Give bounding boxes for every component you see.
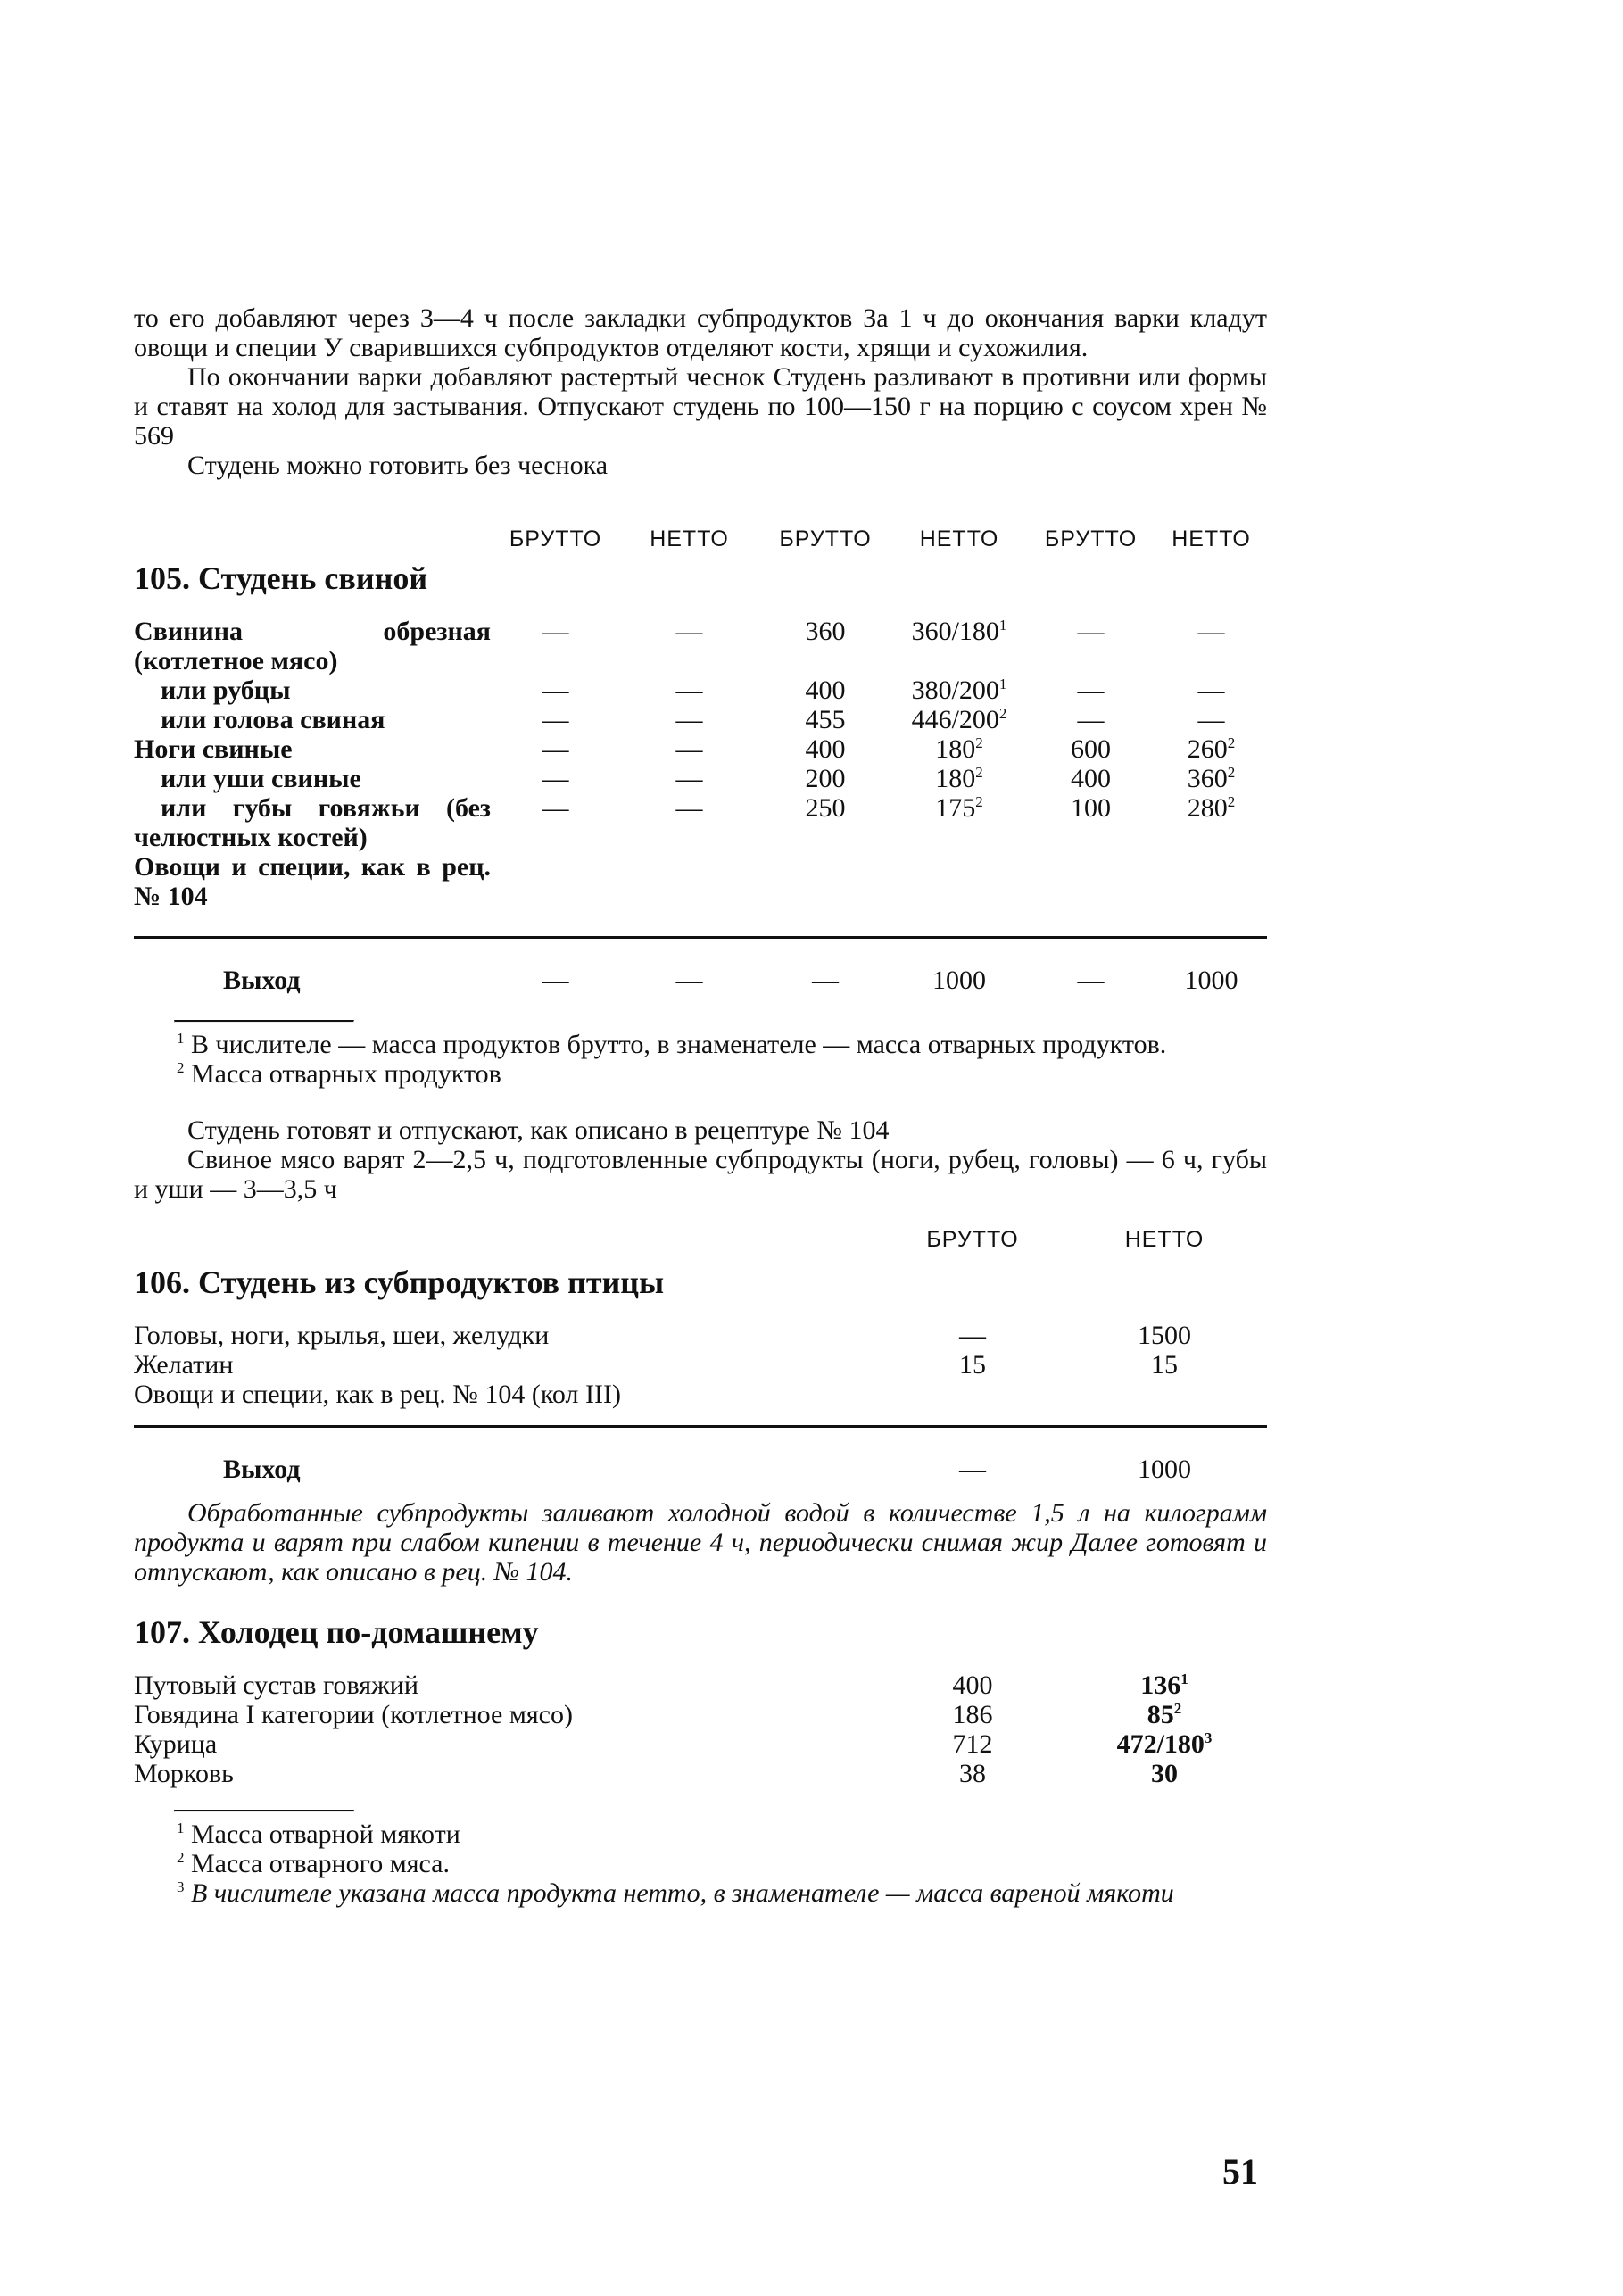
table-106-yield-row <box>134 1455 1267 1484</box>
cell-value: — <box>542 676 569 705</box>
footnote-107-2 <box>134 1849 1267 1878</box>
cell-value: — <box>1077 676 1105 705</box>
cell-value: 180 <box>935 764 976 793</box>
table-cell <box>1155 617 1267 646</box>
ingredient-name: Головы, ноги, крылья, шеи, желудки <box>134 1321 550 1350</box>
table-cell <box>620 617 758 646</box>
table-cell <box>620 705 758 734</box>
ingredient-name: Курица <box>134 1729 218 1759</box>
cell-value: — <box>675 705 703 734</box>
yield-cell: 1000 <box>1138 1455 1191 1484</box>
ingredient-name: Путовый сустав говяжий <box>134 1670 418 1700</box>
cell-value: 200 <box>805 764 846 793</box>
table-cell <box>1026 734 1155 764</box>
table-105-yield-row <box>134 966 1267 995</box>
table-cell <box>491 676 620 705</box>
footnote-mark: 1 <box>177 1030 185 1047</box>
column-header: НЕТТО <box>650 526 729 551</box>
ingredient-name: или рубцы <box>161 676 291 705</box>
table-cell <box>491 617 620 646</box>
yield-label: Выход <box>223 1455 301 1484</box>
cell-value: — <box>542 793 569 823</box>
cell-value: — <box>1197 617 1225 646</box>
table-cell <box>1062 1350 1267 1380</box>
cell-value: 400 <box>805 734 846 764</box>
table-cell <box>620 793 758 823</box>
page-content <box>134 303 1267 1908</box>
footnote-107-1 <box>134 1819 1267 1849</box>
footnote-text: Масса отварного мяса. <box>191 1849 450 1878</box>
footnote-mark: 2 <box>998 705 1007 722</box>
table-row <box>134 764 1267 793</box>
cell-value: — <box>1197 705 1225 734</box>
cell-value: 100 <box>1071 793 1111 823</box>
table-cell <box>620 734 758 764</box>
recipe-105-note-1: Студень готовят и отпускают, как описано в рецептуре № 104 <box>187 1115 890 1145</box>
cell-value: — <box>675 793 703 823</box>
footnote-mark: 1 <box>998 676 1007 692</box>
footnote-text: Масса отварных продуктов <box>191 1059 501 1089</box>
cell-value: 85 <box>1147 1700 1174 1729</box>
footnote-mark: 2 <box>177 1849 185 1866</box>
intro-paragraph-2: По окончании варки добавляют растертый чеснок Студень разливают в противни или формы и ставят на холод для застывания. Отпускают студень по 100—150 г на порцию с соусом хрен № 569 <box>134 362 1267 451</box>
cell-value: 1500 <box>1138 1321 1191 1350</box>
cell-value: 712 <box>952 1729 993 1759</box>
table-cell <box>1062 1759 1267 1788</box>
table-cell <box>758 793 892 823</box>
table-cell <box>1062 1321 1267 1350</box>
recipe-105 <box>134 525 1267 1204</box>
table-row <box>134 1759 1267 1788</box>
table-105-header <box>134 525 1267 554</box>
footnote-mark: 2 <box>177 1059 185 1076</box>
table-106-header <box>134 1225 1267 1255</box>
table-cell <box>1062 1729 1267 1759</box>
cell-value: — <box>1077 705 1105 734</box>
table-row <box>134 1729 1267 1759</box>
table-106-rule <box>134 1425 1267 1428</box>
table-row <box>134 1321 1267 1350</box>
table-cell <box>1062 1700 1267 1729</box>
recipe-105-note-2: Свиное мясо варят 2—2,5 ч, подготовленные субпродукты (ноги, рубец, головы) — 6 ч, губы и уши — 3—3,5 ч <box>134 1145 1267 1204</box>
table-cell <box>758 676 892 705</box>
footnote-text: В числителе указана масса продукта нетто, в знаменателе — масса вареной мякоти <box>191 1878 1174 1908</box>
recipe-107-title: 107. Холодец по-домашнему <box>134 1614 539 1650</box>
cell-value: — <box>675 617 703 646</box>
column-header: НЕТТО <box>919 526 999 551</box>
yield-cell: — <box>542 966 569 995</box>
table-row <box>134 852 1267 911</box>
column-header: БРУТТО <box>926 1227 1019 1252</box>
cell-value: 38 <box>959 1759 986 1788</box>
ingredient-name: или губы говяжьи (без челюстных костей) <box>134 793 491 852</box>
column-header: НЕТТО <box>1172 526 1251 551</box>
table-row <box>134 705 1267 734</box>
cell-value: 250 <box>805 793 846 823</box>
cell-value: 600 <box>1071 734 1111 764</box>
recipe-106-note: Обработанные субпродукты заливают холодной водой в количестве 1,5 л на килограмм продукта и варят при слабом кипении в течение 4 ч, периодически снимая жир Далее готовят и отпускают, как описано в рец. № 104. <box>134 1498 1267 1587</box>
footnote-107-3 <box>134 1878 1267 1908</box>
footnote-mark: 2 <box>975 734 983 751</box>
table-cell <box>883 1321 1062 1350</box>
cell-value: 15 <box>959 1350 986 1380</box>
table-cell <box>883 1700 1062 1729</box>
table-cell <box>758 764 892 793</box>
ingredient-name: Говядина I категории (котлетное мясо) <box>134 1700 573 1729</box>
intro-paragraph-3: Студень можно готовить без чеснока <box>187 451 609 480</box>
table-106-body <box>134 1321 1267 1409</box>
footnote-mark: 2 <box>1173 1700 1182 1717</box>
table-cell <box>1026 793 1155 823</box>
recipe-105-title: 105. Студень свиной <box>134 560 428 596</box>
table-cell <box>1155 676 1267 705</box>
column-header: БРУТТО <box>779 526 872 551</box>
table-cell <box>1155 764 1267 793</box>
column-header: БРУТТО <box>1044 526 1138 551</box>
cell-value: — <box>675 764 703 793</box>
cell-value: 30 <box>1151 1759 1178 1788</box>
page-number: 51 <box>1222 2151 1258 2192</box>
table-cell <box>1155 705 1267 734</box>
ingredient-name: Свинина обрезная (котлетное мясо) <box>134 617 491 676</box>
table-cell <box>758 617 892 646</box>
cell-value: 280 <box>1187 793 1228 823</box>
table-cell <box>620 676 758 705</box>
table-cell <box>892 617 1026 646</box>
column-header: НЕТТО <box>1124 1227 1205 1252</box>
cell-value: — <box>959 1321 986 1350</box>
cell-value: 186 <box>952 1700 993 1729</box>
table-cell <box>1155 734 1267 764</box>
ingredient-name: или голова свиная <box>161 705 385 734</box>
table-cell <box>620 764 758 793</box>
ingredient-name: Ноги свиные <box>134 734 293 764</box>
table-row <box>134 617 1267 676</box>
footnote-mark: 1 <box>1180 1670 1188 1687</box>
recipe-107 <box>134 1613 1267 1908</box>
ingredient-name: Желатин <box>134 1350 234 1380</box>
cell-value: 180 <box>935 734 976 764</box>
recipe-106-title: 106. Студень из субпродуктов птицы <box>134 1264 665 1300</box>
table-row <box>134 793 1267 852</box>
table-cell <box>883 1759 1062 1788</box>
cell-value: — <box>542 734 569 764</box>
intro-paragraph-1: то его добавляют через 3—4 ч после закладки субпродуктов За 1 ч до окончания варки кладут овощи и специи У сварившихся субпродуктов отделяют кости, хрящи и сухожилия. <box>134 303 1267 362</box>
cell-value: 360 <box>805 617 846 646</box>
table-row <box>134 734 1267 764</box>
table-cell <box>1062 1670 1267 1700</box>
yield-cell: — <box>675 966 703 995</box>
footnote-mark: 3 <box>1204 1729 1213 1746</box>
cell-value: — <box>542 705 569 734</box>
cell-value: 446/200 <box>911 705 999 734</box>
cell-value: 360/180 <box>911 617 999 646</box>
table-cell <box>883 1670 1062 1700</box>
table-cell <box>892 705 1026 734</box>
column-header: БРУТТО <box>509 526 602 551</box>
table-cell <box>892 676 1026 705</box>
table-cell <box>892 764 1026 793</box>
footnote-text: В числителе — масса продуктов брутто, в знаменателе — масса отварных продуктов. <box>191 1030 1167 1059</box>
cell-value: 472/180 <box>1116 1729 1205 1759</box>
yield-cell: 1000 <box>932 966 986 995</box>
cell-value: 400 <box>952 1670 993 1700</box>
ingredient-name: или уши свиные <box>161 764 361 793</box>
footnote-mark: 2 <box>1227 734 1236 751</box>
cell-value: — <box>542 617 569 646</box>
footnote-105-2 <box>134 1059 1267 1089</box>
table-row <box>134 1670 1267 1700</box>
table-cell <box>758 705 892 734</box>
table-row <box>134 1700 1267 1729</box>
footnote-mark: 2 <box>975 764 983 781</box>
table-cell <box>892 793 1026 823</box>
table-105-body <box>134 617 1267 911</box>
ingredient-name: Морковь <box>134 1759 234 1788</box>
footnote-mark: 2 <box>1227 793 1236 810</box>
table-row <box>134 1350 1267 1380</box>
table-cell <box>491 764 620 793</box>
table-cell <box>491 705 620 734</box>
table-cell <box>1026 617 1155 646</box>
cell-value: — <box>542 764 569 793</box>
table-row <box>134 676 1267 705</box>
cell-value: — <box>1197 676 1225 705</box>
table-cell <box>491 793 620 823</box>
cell-value: 175 <box>935 793 976 823</box>
yield-cell: 1000 <box>1184 966 1238 995</box>
footnote-rule <box>174 1810 354 1812</box>
cell-value: 380/200 <box>911 676 999 705</box>
table-cell <box>883 1350 1062 1380</box>
cell-value: 400 <box>805 676 846 705</box>
cell-value: — <box>1077 617 1105 646</box>
cell-value: 136 <box>1140 1670 1181 1700</box>
footnote-text: Масса отварной мякоти <box>191 1819 460 1849</box>
yield-cell: — <box>1077 966 1105 995</box>
table-cell <box>1026 705 1155 734</box>
table-row <box>134 1380 1267 1409</box>
ingredient-name: Овощи и специи, как в рец. № 104 <box>134 852 491 911</box>
table-105-rule <box>134 936 1267 939</box>
cell-value: — <box>675 734 703 764</box>
footnote-mark: 3 <box>177 1878 185 1895</box>
ingredient-name: Овощи и специи, как в рец. № 104 (кол III) <box>134 1380 621 1409</box>
cell-value: 400 <box>1071 764 1111 793</box>
table-cell <box>1026 676 1155 705</box>
table-cell <box>1155 793 1267 823</box>
footnote-mark: 2 <box>975 793 983 810</box>
cell-value: 360 <box>1187 764 1228 793</box>
table-107-body <box>134 1670 1267 1788</box>
cell-value: 15 <box>1151 1350 1178 1380</box>
table-cell <box>883 1729 1062 1759</box>
cell-value: — <box>675 676 703 705</box>
yield-cell: — <box>959 1455 986 1484</box>
recipe-106 <box>134 1225 1267 1587</box>
footnote-mark: 2 <box>1227 764 1236 781</box>
footnote-mark: 1 <box>998 617 1007 634</box>
yield-cell: — <box>812 966 839 995</box>
table-cell <box>758 734 892 764</box>
footnote-rule <box>174 1020 354 1023</box>
footnote-105-1 <box>134 1030 1267 1059</box>
cell-value: 260 <box>1187 734 1228 764</box>
footnote-mark: 1 <box>177 1819 185 1836</box>
table-cell <box>1026 764 1155 793</box>
table-cell <box>892 734 1026 764</box>
yield-label: Выход <box>223 966 301 995</box>
cell-value: 455 <box>805 705 846 734</box>
table-cell <box>491 734 620 764</box>
